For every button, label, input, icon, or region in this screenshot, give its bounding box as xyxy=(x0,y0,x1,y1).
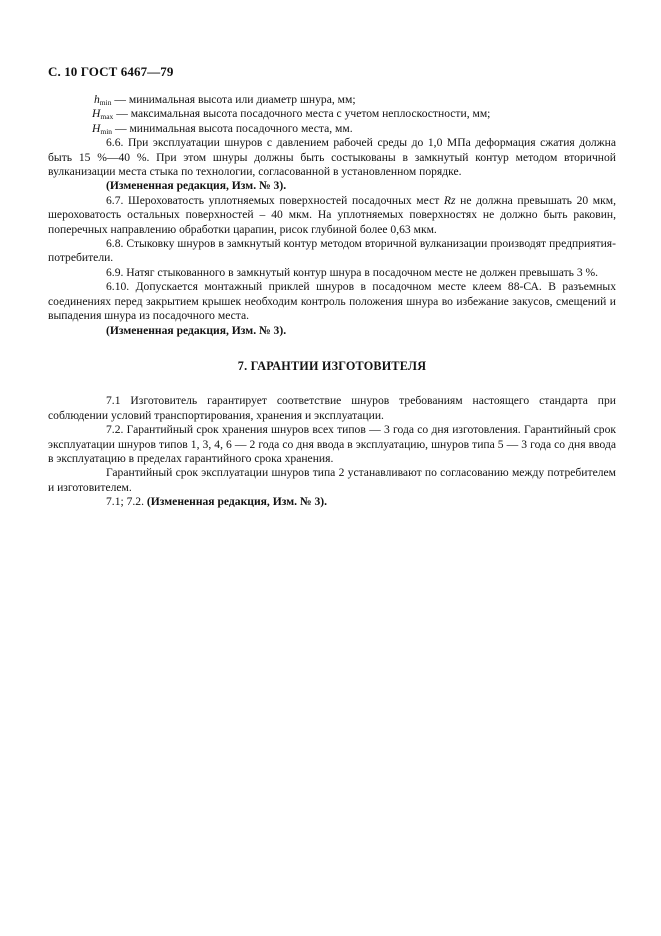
amendment-text: (Измененная редакция, Изм. № 3). xyxy=(146,495,327,509)
clause-7-2: 7.2. Гарантийный срок хранения шнуров всех типов — 3 года со дня изготовления. Гарантийный срок эксплуатации шнуров типов 1, 3, 4, 6 — 2 года со дня ввода в эксплуатацию, шнуров типа 5 — 3 года со дня ввода в эксплуатацию в пределах гарантийного срока хранения. xyxy=(48,423,616,465)
symbol-letter: H xyxy=(92,121,101,135)
symbol xyxy=(94,93,111,106)
symbol xyxy=(92,107,113,120)
symbol-subscript: max xyxy=(100,112,114,122)
amendment-clauses: 7.1; 7.2. xyxy=(106,495,147,509)
definition-text: — максимальная высота посадочного места с учетом неплоскостности, мм; xyxy=(113,107,491,121)
clause-6-7 xyxy=(48,194,616,237)
clause-6-10-amendment: (Измененная редакция, Изм. № 3). xyxy=(106,323,287,337)
definition-H-max xyxy=(48,107,616,121)
clause-6-6-amendment: (Измененная редакция, Изм. № 3). xyxy=(106,179,287,193)
clause-7-amendment xyxy=(48,495,616,509)
clause-7-2-continued: Гарантийный срок эксплуатации шнуров типа 2 устанавливают по согласованию между потребителем и изготовителем. xyxy=(48,466,616,494)
definition-h-min xyxy=(48,93,616,107)
roughness-symbol: Rz xyxy=(443,193,456,207)
clause-6-6: 6.6. При эксплуатации шнуров с давлением рабочей среды до 1,0 МПа деформация сжатия должна быть 15 %—40 %. При этом шнуры должны быть состыкованы в замкнутый контур методом вторичной вулканизации места стыка по технологии, согласованной в установленном порядке. xyxy=(48,136,616,179)
symbol-letter: h xyxy=(94,93,100,106)
symbol-definitions xyxy=(48,93,616,136)
clause-text: не должна превышать 20 мкм, шероховатость остальных поверхностей – 40 мкм. На уплотняемых поверхностях не должно быть раковин, поперечных направлению обработки царапин, рисок глубиной более 0,63 мкм. xyxy=(48,193,616,236)
definition-H-min xyxy=(48,122,616,136)
clause-6-10: 6.10. Допускается монтажный приклей шнуров в посадочном месте клеем 88-СА. В разъемных соединениях перед закрытием крышек необходим контроль положения шнура во избежание закусов, смещений и выпадения шнура из посадочного места. xyxy=(48,280,616,323)
symbol-subscript: min xyxy=(100,126,113,136)
clause-7-1: 7.1 Изготовитель гарантирует соответствие шнуров требованиям настоящего стандарта при соблюдении условий транспортирования, хранения и эксплуатации. xyxy=(48,394,616,422)
clause-text: 6.7. Шероховатость уплотняемых поверхностей посадочных мест xyxy=(106,193,444,207)
clause-6-8: 6.8. Стыковку шнуров в замкнутый контур методом вторичной вулканизации производят предприятия-потребители. xyxy=(48,237,616,265)
section-7-title: 7. ГАРАНТИИ ИЗГОТОВИТЕЛЯ xyxy=(237,358,427,373)
running-title: С. 10 ГОСТ 6467—79 xyxy=(48,64,174,79)
symbol-letter: H xyxy=(92,107,101,121)
definition-text: — минимальная высота или диаметр шнура, мм; xyxy=(111,93,356,106)
symbol xyxy=(92,122,112,135)
document-body xyxy=(48,93,616,510)
definition-text: — минимальная высота посадочного места, мм. xyxy=(112,121,353,135)
clause-6-9: 6.9. Натяг стыкованного в замкнутый контур шнура в посадочном месте не должен превышать 3 %. xyxy=(106,265,599,279)
symbol-subscript: min xyxy=(99,98,112,107)
